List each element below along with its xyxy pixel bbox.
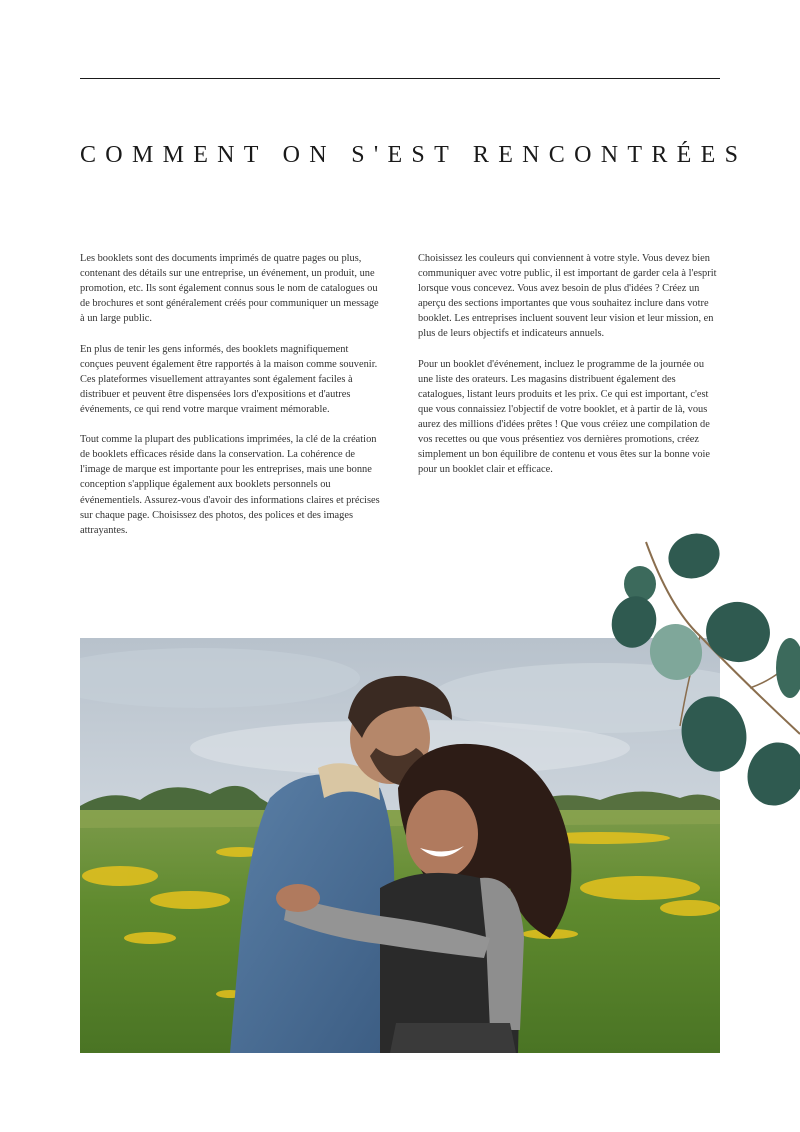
eucalyptus-branch-decoration xyxy=(600,528,800,818)
paragraph: Les booklets sont des documents imprimés de quatre pages ou plus, contenant des détails sur une entreprise, un événement, un produit, une promotion, etc. Ils sont également connus sous le nom de catalogues ou de brochures et sont généralement créés pour communiquer un message à un large public. xyxy=(80,253,379,325)
paragraph: Choisissez les couleurs qui conviennent à votre style. Vous devez bien communiquer avec votre public, il est important de garder cela à l'esprit lorsque vous concevez. Vous avez besoin de plus d'idées ? Créez un aperçu des sections importantes que vous souhaitez inclure dans votre booklet. Les entreprises incluent souvent leur vision et leur mission, en plus de leurs objectifs et indicateurs annuels. xyxy=(418,253,717,340)
paragraph: Pour un booklet d'événement, incluez le programme de la journée ou une liste des orateurs. Les magasins distribuent également des catalogues, listant leurs produits et les prix. Ce qui est important, c'est que vous connaissiez l'objectif de votre booklet, et à partir de là, vous aurez des millions d'idées prêtes ! Que vous créiez une compilation de vos recettes ou que vous présentiez vos dernières promotions, créez simplement un bon équilibre de contenu et vous êtes sur la bonne voie pour un booklet clair et efficace. xyxy=(418,358,711,476)
top-divider xyxy=(80,78,720,79)
text-column-right xyxy=(418,251,720,493)
paragraph: En plus de tenir les gens informés, des booklets magnifiquement conçues peuvent également être rapportés à la maison comme souvenir. Ces plateformes visuellement attrayantes sont également faciles à distribuer et peuvent être dispensées lors d'expositions et d'autres événements, ce qui rend votre marque vraiment mémorable. xyxy=(80,343,378,415)
paragraph: Tout comme la plupart des publications imprimées, la clé de la création de booklets efficaces réside dans la conservation. La cohérence de l'image de marque est importante pour les entreprises, mais une bonne conception s'applique également aux booklets personnels ou événementiels. Assurez-vous d'avoir des informations claires et précises sur chaque page. Choisissez des photos, des polices et des images attrayantes. xyxy=(80,434,380,536)
page-title: COMMENT ON S'EST RENCONTRÉES xyxy=(80,142,748,168)
text-column-left xyxy=(80,251,382,553)
